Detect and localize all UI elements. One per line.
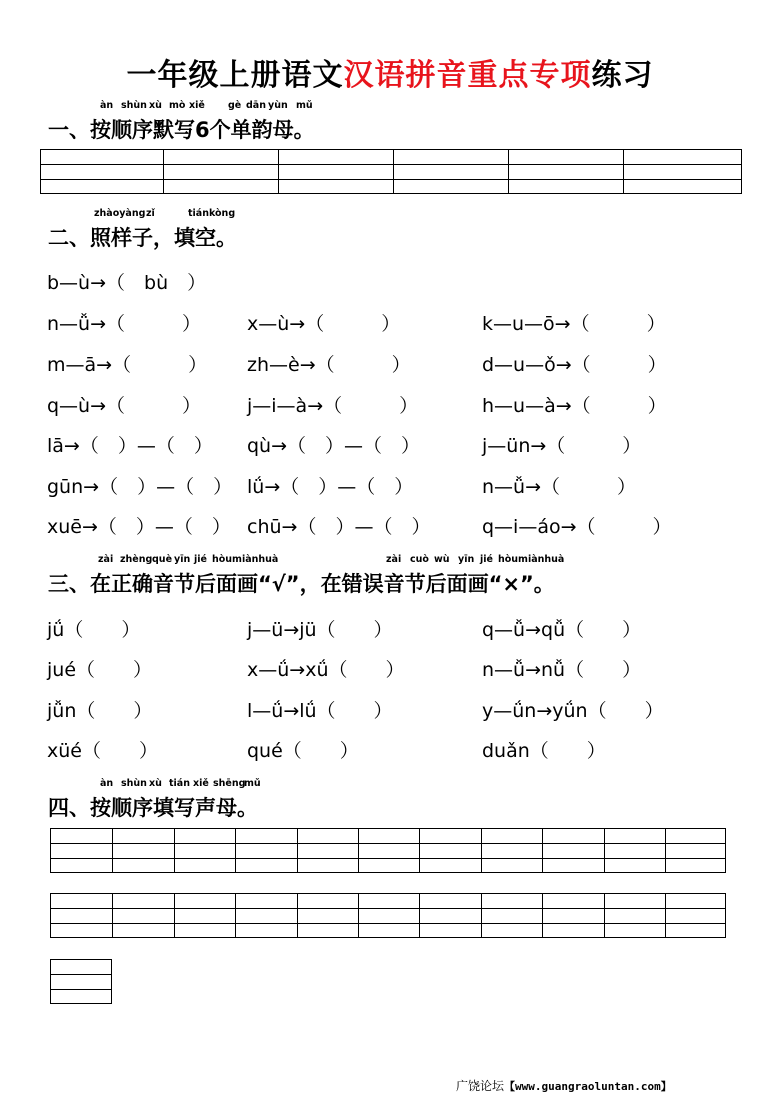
writing-grid-4[interactable] bbox=[50, 959, 112, 1004]
fill-item[interactable]: lǘ→（ ）—（ ） bbox=[247, 476, 414, 498]
fill-item[interactable]: q—ù→（ ） bbox=[47, 395, 202, 417]
fill-item[interactable]: qù→（ ）—（ ） bbox=[247, 435, 421, 457]
section-1-heading: àn shùn xù mò xiě gè dān yùn mǔ 一、按顺序默写6个单韵母。 bbox=[48, 100, 315, 142]
fill-item[interactable]: k—u—ō→（ ） bbox=[482, 313, 666, 335]
fill-item[interactable]: x—ù→（ ） bbox=[247, 313, 401, 335]
section-3-heading: zài zhèng què yīn jié hòumiànhuà zài cuò wù yīn jié hòumiànhuà 三、在正确音节后面画“√”，在错误音节后面画“×”。 bbox=[48, 554, 565, 596]
fill-item[interactable]: j—i—à→（ ） bbox=[247, 395, 419, 417]
judge-item[interactable]: jué（ ） bbox=[47, 659, 153, 681]
judge-item[interactable]: duǎn（ ） bbox=[482, 740, 606, 762]
fill-item[interactable]: n—ǚ→（ ） bbox=[47, 313, 202, 335]
fill-item[interactable]: d—u—ǒ→（ ） bbox=[482, 354, 667, 376]
fill-item[interactable]: lā→（ ）—（ ） bbox=[47, 435, 213, 457]
judge-item[interactable]: n—ǚ→nǚ（ ） bbox=[482, 659, 642, 681]
judge-item[interactable]: q—ǚ→qǚ（ ） bbox=[482, 619, 642, 641]
fill-item[interactable]: m—ā→（ ） bbox=[47, 354, 208, 376]
fill-item[interactable]: xuē→（ ）—（ ） bbox=[47, 516, 231, 538]
judge-item[interactable]: l—ǘ→lǘ（ ） bbox=[247, 700, 393, 722]
writing-grid-2[interactable] bbox=[50, 828, 726, 873]
fill-item[interactable]: gūn→（ ）—（ ） bbox=[47, 476, 233, 498]
judge-item[interactable]: jǘ（ ） bbox=[47, 619, 141, 641]
fill-item[interactable]: h—u—à→（ ） bbox=[482, 395, 667, 417]
footer: 广饶论坛【www.guangraoluntan.com】 bbox=[456, 1079, 672, 1093]
judge-item[interactable]: x—ǘ→xǘ（ ） bbox=[247, 659, 405, 681]
writing-grid-3[interactable] bbox=[50, 893, 726, 938]
writing-grid-1[interactable] bbox=[40, 149, 742, 194]
judge-item[interactable]: j—ü→jü（ ） bbox=[247, 619, 393, 641]
fill-item[interactable]: q—i—áo→（ ） bbox=[482, 516, 672, 538]
example-row: b—ù→（ bù ） bbox=[47, 272, 207, 294]
fill-item[interactable]: n—ǚ→（ ） bbox=[482, 476, 637, 498]
page-title: 一年级上册语文汉语拼音重点专项练习 bbox=[126, 58, 654, 93]
judge-item[interactable]: jǚn（ ） bbox=[47, 700, 153, 722]
section-4-heading: àn shùn xù tián xiě shēng mǔ 四、按顺序填写声母。 bbox=[48, 778, 261, 820]
judge-item[interactable]: xüé（ ） bbox=[47, 740, 158, 762]
section-2-heading: zhàoyàng zǐ tiánkòng 二、照样子，填空。 bbox=[48, 208, 237, 250]
fill-item[interactable]: j—ün→（ ） bbox=[482, 435, 642, 457]
fill-item[interactable]: zh—è→（ ） bbox=[247, 354, 411, 376]
judge-item[interactable]: y—ǘn→yǘn（ ） bbox=[482, 700, 664, 722]
judge-item[interactable]: qué（ ） bbox=[247, 740, 359, 762]
fill-item[interactable]: chū→（ ）—（ ） bbox=[247, 516, 431, 538]
